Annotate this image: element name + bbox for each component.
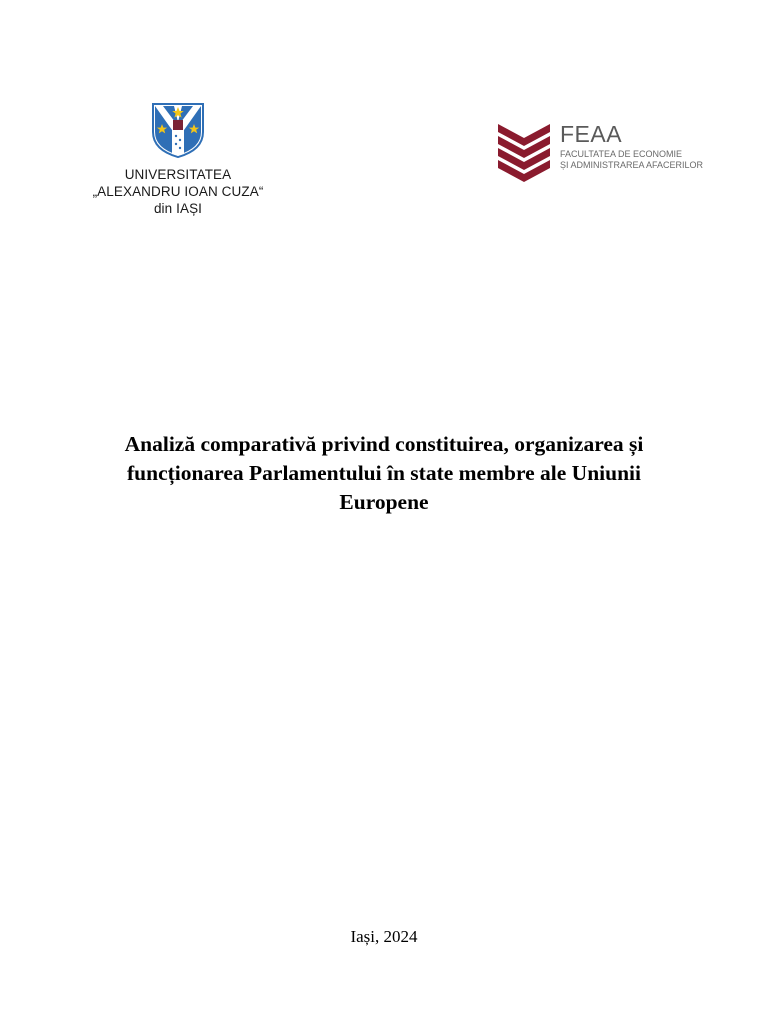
uaic-name — [86, 166, 270, 217]
title-line-2: funcționarea Parlamentului în state membre ale Uniunii — [127, 461, 641, 485]
feaa-logo — [498, 121, 718, 185]
uaic-logo — [86, 102, 270, 217]
feaa-book-icon — [498, 124, 550, 182]
uaic-crest-icon — [150, 102, 206, 158]
document-title — [60, 430, 708, 517]
uaic-line-3: din IAȘI — [153, 201, 203, 216]
title-line-1: Analiză comparativă privind constituirea, organizarea și — [124, 432, 644, 456]
feaa-subtitle-line-2: ȘI ADMINISTRAREA AFACERILOR — [560, 160, 704, 170]
place-date: Iași, 2024 — [350, 927, 418, 946]
uaic-line-1: UNIVERSITATEA — [124, 167, 232, 182]
uaic-line-2: „ALEXANDRU IOAN CUZA“ — [92, 184, 264, 199]
feaa-subtitle-line-1: FACULTATEA DE ECONOMIE — [560, 149, 683, 159]
feaa-subtitle — [560, 149, 703, 171]
title-line-3: Europene — [339, 490, 429, 514]
feaa-title: FEAA — [560, 121, 623, 147]
